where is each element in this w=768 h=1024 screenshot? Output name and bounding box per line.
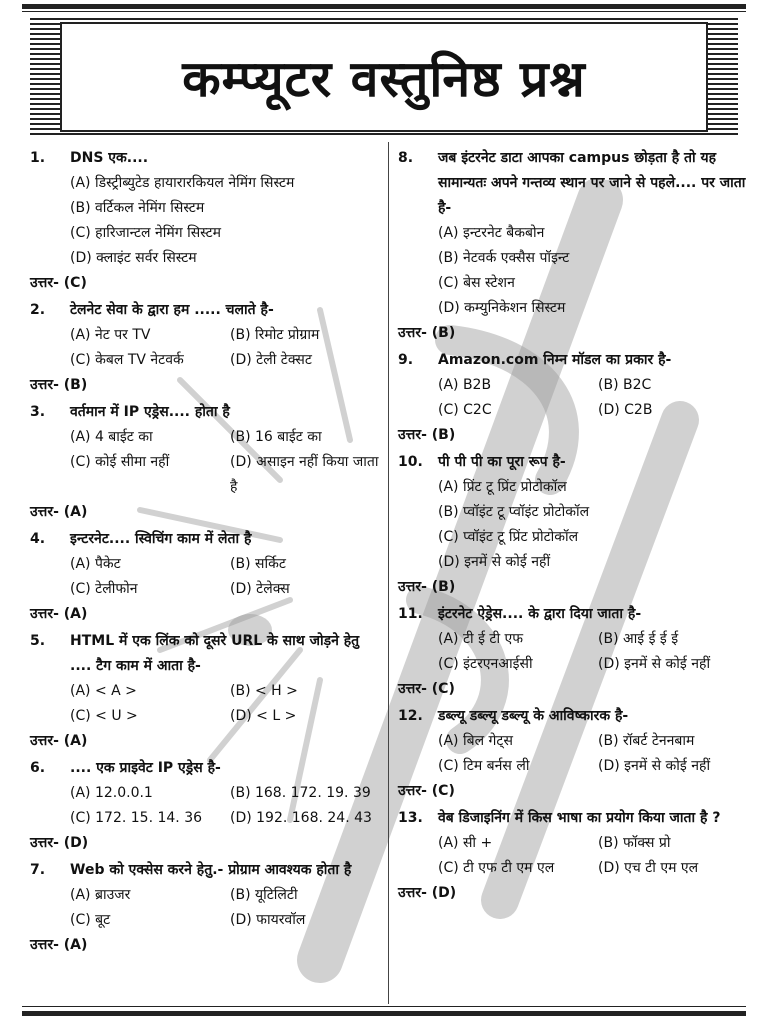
answer-value: (B) (431, 325, 456, 341)
options-row (70, 781, 380, 806)
option: (D) C2B (598, 402, 653, 418)
question-text: Amazon.com निम्न मॉडल का प्रकार है- (438, 352, 672, 368)
option: (A) सी + (438, 835, 493, 851)
answer-line (398, 321, 748, 346)
option: (B) < H > (230, 683, 298, 699)
answer-line (30, 500, 380, 525)
answer-line (398, 779, 748, 804)
option: (A) 12.0.0.1 (70, 785, 153, 801)
options-row (70, 806, 380, 831)
option: (A) ब्राउजर (70, 887, 131, 903)
option: (C) टी एफ टी एम एल (438, 860, 555, 876)
question-text: वेब डिजाइनिंग में किस भाषा का प्रयोग किया जाता है ? (438, 810, 721, 826)
option: (C) 172. 15. 14. 36 (70, 810, 203, 826)
top-rule (22, 11, 746, 12)
option: (A) इन्टरनेट बैकबोन (438, 225, 545, 241)
option: (B) सर्किट (230, 556, 286, 572)
options-list (30, 552, 380, 602)
question (398, 806, 748, 831)
option: (C) प्वॉइंट टू प्रिंट प्रोटोकॉल (438, 529, 579, 545)
answer-label: उत्तर- (30, 937, 59, 953)
option: (A) टी ई टी एफ (438, 631, 524, 647)
options-row (70, 577, 380, 602)
page-title: कम्प्यूटर वस्तुनिष्ठ प्रश्न (182, 50, 586, 108)
option: (B) प्वॉइंट टू प्वॉइंट प्रोटोकॉल (438, 504, 590, 520)
option: (A) प्रिंट टू प्रिंट प्रोटोकॉल (438, 479, 567, 495)
options-row (70, 704, 380, 729)
answer-line (398, 677, 748, 702)
option: (D) कम्युनिकेशन सिस्टम (438, 300, 566, 316)
options-row (438, 627, 748, 652)
option: (D) फायरवॉल (230, 912, 306, 928)
question-text: इंटरनेट ऐड्रेस.... के द्वारा दिया जाता है- (438, 606, 642, 622)
options-row (438, 373, 748, 398)
question (398, 146, 748, 221)
question-text: जब इंटरनेट डाटा आपका campus छोड़ता है तो यह सामान्यतः अपने गन्तव्य स्थान पर जाने से पहले.... पर जाता है- (438, 150, 746, 216)
options-row (438, 729, 748, 754)
bottom-rule (22, 1006, 746, 1007)
answer-value: (A) (63, 733, 88, 749)
question-text: Web को एक्सेस करने हेतु.- प्रोग्राम आवश्यक होता है (70, 862, 352, 878)
option: (B) आई ई ई ई (598, 631, 679, 647)
option: (B) 168. 172. 19. 39 (230, 785, 371, 801)
question-number: 6. (30, 760, 46, 776)
options-list (30, 425, 380, 500)
option: (B) रॉबर्ट टेननबाम (598, 733, 695, 749)
question (30, 400, 380, 425)
answer-value: (D) (431, 885, 457, 901)
answer-label: उत्तर- (398, 783, 427, 799)
question (30, 629, 380, 679)
answer-line (30, 831, 380, 856)
question-number: 3. (30, 404, 46, 420)
question (398, 602, 748, 627)
options-list (398, 831, 748, 881)
answer-value: (B) (431, 427, 456, 443)
options-list (398, 373, 748, 423)
answer-line (30, 373, 380, 398)
question-number: 5. (30, 633, 46, 649)
answer-line (398, 423, 748, 448)
question-number: 2. (30, 302, 46, 318)
question (398, 704, 748, 729)
column-divider (388, 142, 389, 1004)
option: (A) < A > (70, 683, 137, 699)
answer-value: (C) (431, 783, 455, 799)
option: (C) बेस स्टेशन (438, 275, 515, 291)
answer-label: उत्तर- (398, 325, 427, 341)
question-text: वर्तमान में IP एड्रेस.... होता है (70, 404, 230, 420)
answer-label: उत्तर- (30, 377, 59, 393)
answer-label: उत्तर- (398, 579, 427, 595)
options-list (30, 323, 380, 373)
options-list (398, 221, 748, 321)
question-text: इन्टरनेट.... स्विचिंग काम में लेता है (70, 531, 252, 547)
answer-value: (A) (63, 606, 88, 622)
question-number: 1. (30, 150, 46, 166)
option: (C) केबल TV नेटवर्क (70, 352, 184, 368)
question-number: 12. (398, 708, 423, 724)
answer-value: (D) (63, 835, 89, 851)
answer-line (398, 575, 748, 600)
options-list (30, 171, 380, 271)
option: (C) कोई सीमा नहीं (70, 454, 170, 470)
question-number: 10. (398, 454, 423, 470)
option: (C) C2C (438, 402, 492, 418)
option: (B) नेटवर्क एक्सैस पॉइन्ट (438, 250, 570, 266)
answer-label: उत्तर- (30, 504, 59, 520)
answer-value: (B) (431, 579, 456, 595)
answer-label: उत्तर- (30, 835, 59, 851)
answer-value: (A) (63, 937, 88, 953)
options-list (30, 883, 380, 933)
question-number: 9. (398, 352, 414, 368)
question-number: 4. (30, 531, 46, 547)
option: (B) B2C (598, 377, 652, 393)
options-list (30, 679, 380, 729)
question-number: 7. (30, 862, 46, 878)
left-column (30, 146, 380, 960)
option: (C) टेलीफोन (70, 581, 138, 597)
question-text: टेलनेट सेवा के द्वारा हम ..... चलाते है- (70, 302, 274, 318)
option: (D) असाइन नहीं किया जाता है (230, 454, 379, 495)
options-row (438, 754, 748, 779)
answer-label: उत्तर- (30, 275, 59, 291)
header-box (60, 22, 708, 132)
question-number: 11. (398, 606, 423, 622)
answer-line (30, 271, 380, 296)
option: (D) 192. 168. 24. 43 (230, 810, 372, 826)
options-row (70, 450, 380, 500)
answer-value: (C) (431, 681, 455, 697)
option: (A) नेट पर TV (70, 327, 151, 343)
option: (B) रिमोट प्रोग्राम (230, 327, 320, 343)
question (30, 858, 380, 883)
option: (D) टेली टेक्सट (230, 352, 312, 368)
options-row (70, 908, 380, 933)
question (30, 527, 380, 552)
question-text: डब्ल्यू डब्ल्यू डब्ल्यू के आविष्कारक है- (438, 708, 629, 724)
options-row (438, 856, 748, 881)
option: (D) इनमें से कोई नहीं (438, 554, 551, 570)
question-text: DNS एक.... (70, 150, 149, 166)
question-number: 13. (398, 810, 423, 826)
question (30, 298, 380, 323)
options-row (70, 425, 380, 450)
question (398, 450, 748, 475)
answer-label: उत्तर- (398, 681, 427, 697)
option: (D) एच टी एम एल (598, 860, 699, 876)
option: (C) इंटरएनआईसी (438, 656, 533, 672)
answer-label: उत्तर- (30, 733, 59, 749)
answer-label: उत्तर- (398, 427, 427, 443)
option: (B) 16 बाईट का (230, 429, 322, 445)
question-text: .... एक प्राइवेट IP एड्रेस है- (70, 760, 221, 776)
option: (D) क्लाइंट सर्वर सिस्टम (70, 250, 197, 266)
option: (C) बूट (70, 912, 111, 928)
options-list (398, 475, 748, 575)
option: (B) यूटिलिटी (230, 887, 298, 903)
options-row (70, 679, 380, 704)
options-row (438, 652, 748, 677)
options-list (30, 781, 380, 831)
answer-label: उत्तर- (30, 606, 59, 622)
options-list (398, 627, 748, 677)
options-row (70, 348, 380, 373)
answer-line (398, 881, 748, 906)
question-text: HTML में एक लिंक को दूसरे URL के साथ जोड़ने हेतु .... टैग काम में आता है- (70, 633, 360, 674)
question (30, 146, 380, 171)
options-row (70, 883, 380, 908)
option: (B) फॉक्स प्रो (598, 835, 671, 851)
question-number: 8. (398, 150, 414, 166)
answer-label: उत्तर- (398, 885, 427, 901)
answer-line (30, 933, 380, 958)
option: (D) इनमें से कोई नहीं (598, 758, 711, 774)
option: (D) इनमें से कोई नहीं (598, 656, 711, 672)
question (30, 756, 380, 781)
option: (A) B2B (438, 377, 492, 393)
answer-value: (A) (63, 504, 88, 520)
option: (C) टिम बर्नस ली (438, 758, 530, 774)
answer-line (30, 602, 380, 627)
right-column (398, 146, 748, 908)
option: (D) टेलेक्स (230, 581, 290, 597)
option: (C) हारिजान्टल नेमिंग सिस्टम (70, 225, 222, 241)
options-row (70, 552, 380, 577)
answer-value: (B) (63, 377, 88, 393)
option: (B) वर्टिकल नेमिंग सिस्टम (70, 200, 205, 216)
option: (A) पैकेट (70, 556, 121, 572)
options-list (398, 729, 748, 779)
answer-line (30, 729, 380, 754)
options-row (438, 398, 748, 423)
options-row (438, 831, 748, 856)
options-row (70, 323, 380, 348)
answer-value: (C) (63, 275, 87, 291)
question (398, 348, 748, 373)
question-text: पी पी पी का पूरा रूप है- (438, 454, 566, 470)
option: (A) डिस्ट्रीब्युटेड हायारारकियल नेमिंग सिस्टम (70, 175, 295, 191)
option: (A) बिल गेट्स (438, 733, 513, 749)
option: (D) < L > (230, 708, 297, 724)
option: (A) 4 बाईट का (70, 429, 153, 445)
option: (C) < U > (70, 708, 138, 724)
